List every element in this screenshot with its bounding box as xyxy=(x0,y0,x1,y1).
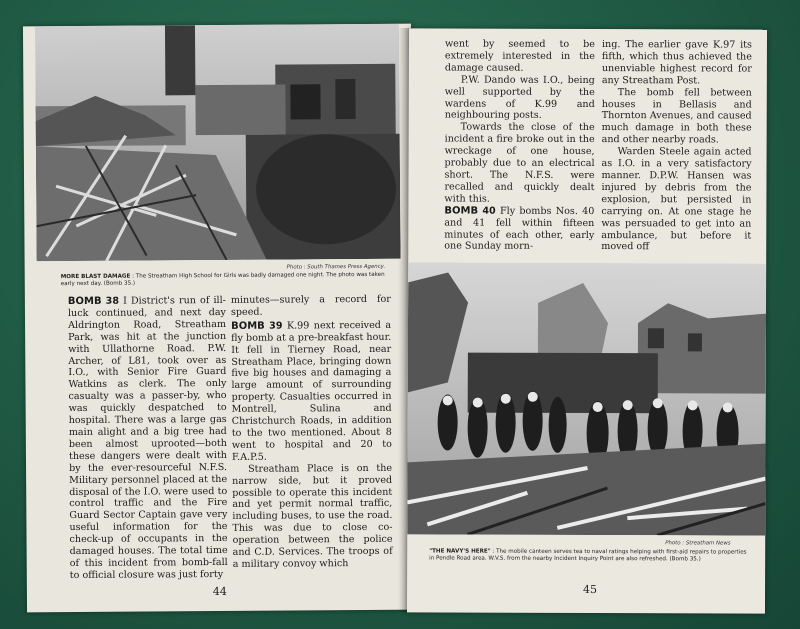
photo-caption xyxy=(61,272,391,288)
left-page xyxy=(23,24,415,613)
paragraph: Streatham Place is on the narrow side, but it proved possible to operate this incident and yet permit normal traffic, including buses, to use the road. This was due to close co-operation between the police and C.D. Services. The troops of a military convoy which xyxy=(232,462,393,570)
photo-credit: Photo : Streatham News xyxy=(665,540,731,547)
text-column-1 xyxy=(444,39,595,254)
paragraph: minutes—surely a record for speed. xyxy=(230,293,391,318)
paragraph: K.99 next received a fly bomb at a pre-breakfast hour. It fell in Tierney Road, near Streatham Place, bringing down five big houses and damaging a large amount of surrounding property. Casualties occurred in Montrell, Sulina and Christchurch Roads, in addition to the two mentioned. About 8 went to hospital and 20 to F.A.P.5. xyxy=(231,319,392,463)
bomb-number: 39 xyxy=(269,320,283,332)
paragraph: P.W. Dando was I.O., being well supported by the wardens of K.99 and neighbouring posts. xyxy=(444,74,595,122)
paragraph: ing. The earlier gave K.97 its fifth, which thus achieved the unenviable highest record for any Streatham Post. xyxy=(601,39,752,87)
paragraph: The bomb fell between houses in Bellasis and Thornton Avenues, and caused much damage in both these and other nearby roads. xyxy=(601,86,752,146)
caption-title: "THE NAVY'S HERE" xyxy=(429,548,491,555)
photo-caption xyxy=(429,548,749,563)
navy-canteen-photo xyxy=(407,262,766,535)
caption-title: MORE BLAST DAMAGE xyxy=(60,273,131,281)
paragraph: I District's run of ill-luck continued, and next day Aldrington Road, Streatham Park, was hit at the junction with Ullathorne Road. P.W. Archer, of L81, took over as I.O., with Senior Fire Guard Watkins as clerk. The only casualty was a passer-by, who was quickly despatched to hospital. There was a large gas main alight and a big tree had been almost uprooted—both these dangers were dealt with by the ever-resourceful N.F.S. Military personnel placed at the disposal of the I.O. were used to control traffic and the Fire Guard Sector Captain gave very useful information for the check-up of occupants in the damaged houses. The total time of this incident from bomb-fall to official closure was just forty xyxy=(67,294,228,581)
bomb-label: BOMB xyxy=(67,295,102,308)
bomb-number: 40 xyxy=(482,205,496,217)
paragraph: Warden Steele again acted as I.O. in a very satisfactory manner. D.P.W. Hansen was injured by debris from the explosion, but persisted in carrying on. At one stage he was persuaded to get into an ambulance, but before it moved off xyxy=(601,146,752,253)
page-number: 45 xyxy=(583,582,598,597)
text-column-2 xyxy=(601,39,752,254)
bomb-number: 38 xyxy=(105,295,120,307)
bomb-label: BOMB xyxy=(231,320,265,332)
text-column-1 xyxy=(68,295,228,582)
bomb-label: BOMB xyxy=(444,205,479,217)
caption-text: : The Streatham High School for Girls was badly damaged one night. The photo was taken early next day. (Bomb 35.) xyxy=(60,271,385,288)
blast-damage-photo xyxy=(35,24,401,262)
paragraph: went by seemed to be extremely interested in the damage caused. xyxy=(444,38,595,74)
paragraph: Fly bombs Nos. 40 and 41 fell within fifteen minutes of each other, early one Sunday morn- xyxy=(444,205,595,253)
page-number: 44 xyxy=(212,584,227,599)
paragraph: Towards the close of the incident a fire broke out in the wreckage of one house, probably due to an electrical short. The N.F.S. were recalled and quickly dealt with this. xyxy=(444,121,595,205)
text-column-2 xyxy=(231,294,393,571)
photo-credit: Photo : South Thames Press Agency. xyxy=(286,263,386,271)
right-page xyxy=(407,28,767,613)
caption-text: : The mobile canteen serves tea to naval ratings helping with first-aid repairs to properties in Pendle Road area. W.V.S. from the nearby Incident Inquiry Point are also refreshed. (Bomb 35.) xyxy=(429,548,747,563)
